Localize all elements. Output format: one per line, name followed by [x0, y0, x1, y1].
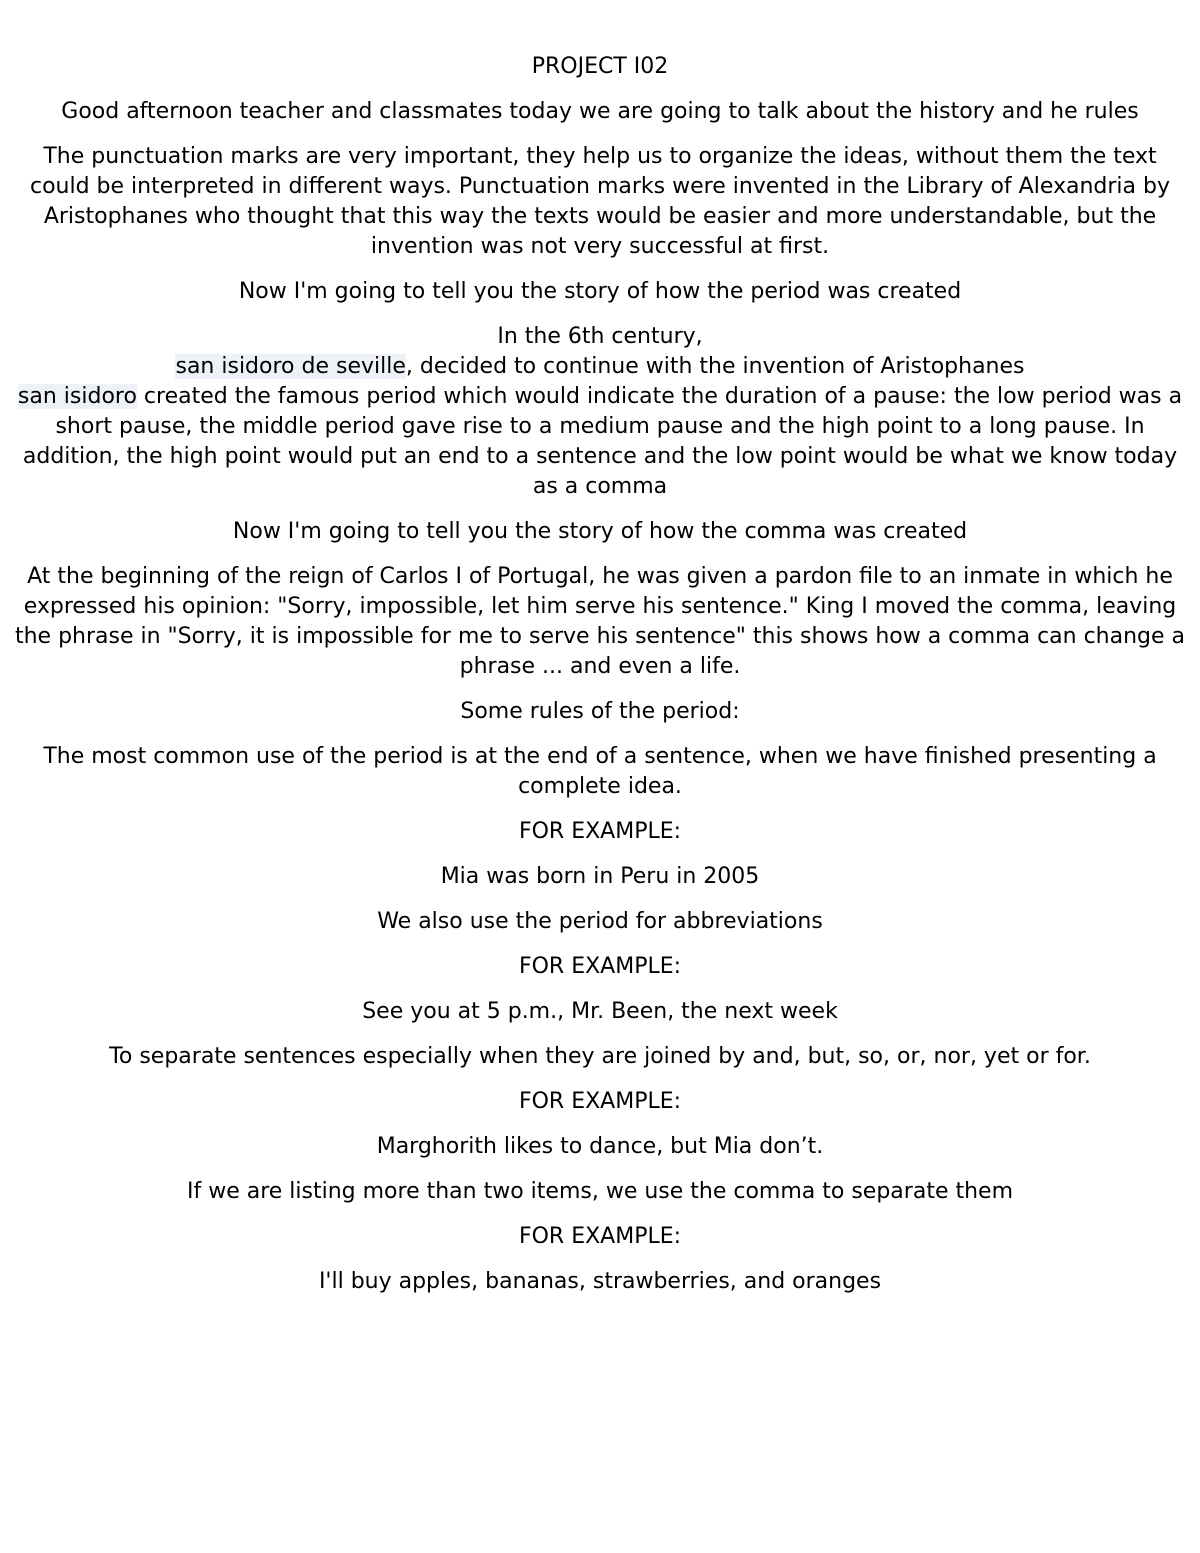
- example-1: Mia was born in Peru in 2005: [440, 864, 760, 889]
- period-story-line1: In the 6th century,: [497, 324, 703, 349]
- period-story-paragraph: [14, 322, 1186, 502]
- comma-story-paragraph: At the beginning of the reign of Carlos I of Portugal, he was given a pardon file to an inmate in which he expressed his opinion: "Sorry, impossible, let him serve his sentence." King I moved the comma, leaving the phrase in "Sorry, it is impossible for me to serve his sentence" this shows how a comma can change a phrase ... and even a life.: [14, 564, 1186, 679]
- period-story-intro: Now I'm going to tell you the story of how the period was created: [238, 279, 962, 304]
- intro-paragraph: Good afternoon teacher and classmates today we are going to talk about the history and he rules: [61, 99, 1139, 124]
- example-label-2: FOR EXAMPLE:: [518, 954, 682, 979]
- example-label-3: FOR EXAMPLE:: [518, 1089, 682, 1114]
- history-paragraph: The punctuation marks are very important, they help us to organize the ideas, without them the text could be interpreted in different ways. Punctuation marks were invented in the Library of Alexandria by Aristophanes who thought that this way the texts would be easier and more understandable, but the invention was not very successful at first.: [29, 144, 1170, 259]
- rule-4: If we are listing more than two items, we use the comma to separate them: [186, 1179, 1014, 1204]
- rule-1: The most common use of the period is at the end of a sentence, when we have finished presenting a complete idea.: [43, 744, 1157, 799]
- example-label-1: FOR EXAMPLE:: [518, 819, 682, 844]
- highlighted-name-short: san isidoro: [17, 384, 137, 409]
- rules-heading: Some rules of the period:: [460, 699, 740, 724]
- period-story-line3: created the famous period which would indicate the duration of a pause: the low period was a short pause, the middle period gave rise to a medium pause and the high point to a long pause. In addition, the high point would put an end to a sentence and the low point would be what we know today as a comma: [22, 384, 1183, 499]
- example-2: See you at 5 p.m., Mr. Been, the next week: [362, 999, 838, 1024]
- document-title: PROJECT I02: [531, 54, 669, 79]
- rule-3: To separate sentences especially when they are joined by and, but, so, or, nor, yet or for.: [109, 1044, 1091, 1069]
- comma-story-intro: Now I'm going to tell you the story of how the comma was created: [232, 519, 968, 544]
- period-story-line2: , decided to continue with the invention of Aristophanes: [405, 354, 1025, 379]
- highlighted-name: san isidoro de seville: [175, 354, 406, 379]
- rule-2: We also use the period for abbreviations: [377, 909, 823, 934]
- example-label-4: FOR EXAMPLE:: [518, 1224, 682, 1249]
- example-3: Marghorith likes to dance, but Mia don’t.: [376, 1134, 824, 1159]
- example-4: I'll buy apples, bananas, strawberries, and oranges: [318, 1269, 882, 1294]
